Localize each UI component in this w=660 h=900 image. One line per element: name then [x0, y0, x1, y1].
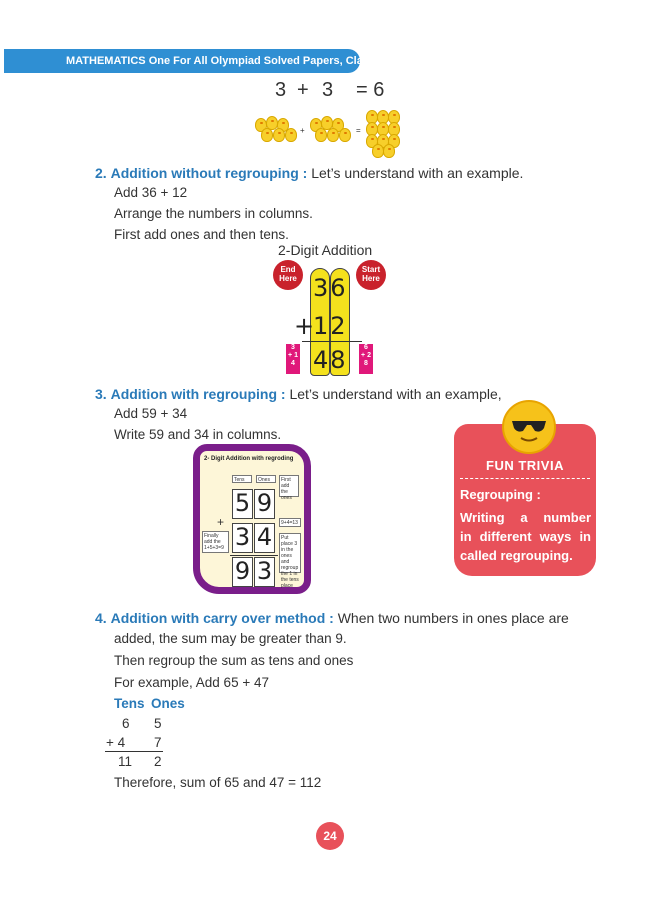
- sunglasses-icon: [504, 402, 554, 452]
- table-sum-line: [105, 751, 163, 752]
- body-line: Add 36 + 12: [114, 185, 188, 200]
- ones-digit: 3: [254, 557, 275, 587]
- trivia-line: called regrouping.: [460, 548, 573, 563]
- chicks-illustration: [252, 110, 412, 158]
- section-intro: When two numbers in ones place are: [337, 610, 569, 626]
- chick-icon: [383, 144, 395, 158]
- section-title: Addition with regrouping :: [110, 386, 286, 402]
- card-line: 8: [364, 360, 368, 367]
- start-here-pin: [356, 260, 386, 290]
- card-line: 3: [291, 344, 295, 351]
- section-intro: Let’s understand with an example,: [289, 386, 502, 402]
- section-number: 3.: [95, 386, 107, 402]
- sum-a: 3: [275, 79, 287, 101]
- sum-line: [302, 341, 362, 342]
- page-number: 24: [316, 822, 344, 850]
- body-line: For example, Add 65 + 47: [114, 675, 269, 690]
- tens-digit: 3: [232, 523, 253, 553]
- trivia-line: in different ways in: [460, 529, 591, 544]
- ones-label: Ones: [256, 475, 276, 483]
- plus-sign: +: [217, 515, 225, 529]
- ones-card: [359, 344, 373, 374]
- chick-icon: [285, 128, 297, 142]
- sum-line: [230, 555, 278, 556]
- header-banner: MATHEMATICS One For All Olympiad Solved Papers, Class-2: [4, 49, 360, 73]
- chick-icon: [315, 128, 327, 142]
- section-3-heading: [95, 385, 502, 403]
- addend-top: 36: [313, 274, 348, 302]
- body-line: Write 59 and 34 in columns.: [114, 427, 282, 442]
- picture-plus: +: [300, 126, 305, 135]
- row3-tens: 11: [118, 754, 133, 769]
- body-line: Add 59 + 34: [114, 406, 188, 421]
- body-line: added, the sum may be greater than 9.: [114, 631, 347, 646]
- row1-tens: 6: [122, 716, 130, 731]
- trivia-divider: [460, 478, 590, 479]
- section-4-heading: [95, 609, 569, 627]
- trivia-line: Writing a number: [460, 510, 591, 525]
- addend-bottom: 12: [313, 312, 348, 340]
- end-pin-label: End Here: [279, 265, 297, 283]
- row1-ones: 5: [154, 716, 162, 731]
- card-line: 4: [291, 360, 295, 367]
- card-line: 6: [364, 344, 368, 351]
- tens-card: [286, 344, 300, 374]
- body-line: Then regroup the sum as tens and ones: [114, 653, 354, 668]
- body-line: First add ones and then tens.: [114, 227, 289, 242]
- sunglasses-emoji-icon: [502, 400, 556, 454]
- note-first-add: First add the ones: [279, 475, 299, 497]
- plus-sign: +: [294, 312, 315, 340]
- card-line: + 1: [288, 352, 298, 359]
- section-number: 4.: [95, 610, 107, 626]
- trivia-title: FUN TRIVIA: [486, 458, 564, 473]
- section-title: Addition with carry over method :: [110, 610, 334, 626]
- sum-b: 3: [322, 79, 334, 101]
- section-2-heading: [95, 164, 523, 182]
- tens-label: Tens: [232, 475, 252, 483]
- start-pin-label: Start Here: [361, 265, 381, 283]
- card-line: + 2: [361, 352, 371, 359]
- regroup-title: 2- Digit Addition with regroding: [204, 456, 294, 462]
- tens-digit: 5: [232, 489, 253, 519]
- ones-header: Ones: [151, 696, 185, 711]
- note-finally: Finally add the 1+5+3=9: [202, 531, 229, 553]
- ones-digit: 9: [254, 489, 275, 519]
- sum-plus: +: [297, 79, 309, 101]
- section-title: Addition without regrouping :: [110, 165, 308, 181]
- end-here-pin: [273, 260, 303, 290]
- regrouping-figure-content: [200, 451, 304, 587]
- section-intro: Let’s understand with an example.: [311, 165, 524, 181]
- chick-icon: [339, 128, 351, 142]
- note-sum: 9+4=13: [279, 518, 301, 527]
- row2-ones: 7: [154, 735, 162, 750]
- sum-result: = 6: [356, 79, 385, 101]
- chick-icon: [327, 128, 339, 142]
- picture-equals: =: [356, 126, 361, 135]
- note-put: Put place 3 in the ones and regroup the 1 in the tens place: [279, 533, 301, 573]
- row2-tens: + 4: [106, 735, 126, 750]
- conclusion: Therefore, sum of 65 and 47 = 112: [114, 775, 322, 790]
- row3-ones: 2: [154, 754, 162, 769]
- figure-title: 2-Digit Addition: [278, 242, 373, 258]
- ones-digit: 4: [254, 523, 275, 553]
- tens-header: Tens: [114, 696, 145, 711]
- sum-result: 48: [313, 346, 348, 374]
- two-digit-addition-figure: [270, 240, 390, 376]
- body-line: Arrange the numbers in columns.: [114, 206, 313, 221]
- trivia-heading: Regrouping :: [460, 487, 541, 502]
- section-number: 2.: [95, 165, 107, 181]
- tens-digit: 9: [232, 557, 253, 587]
- chick-icon: [273, 128, 285, 142]
- chick-icon: [261, 128, 273, 142]
